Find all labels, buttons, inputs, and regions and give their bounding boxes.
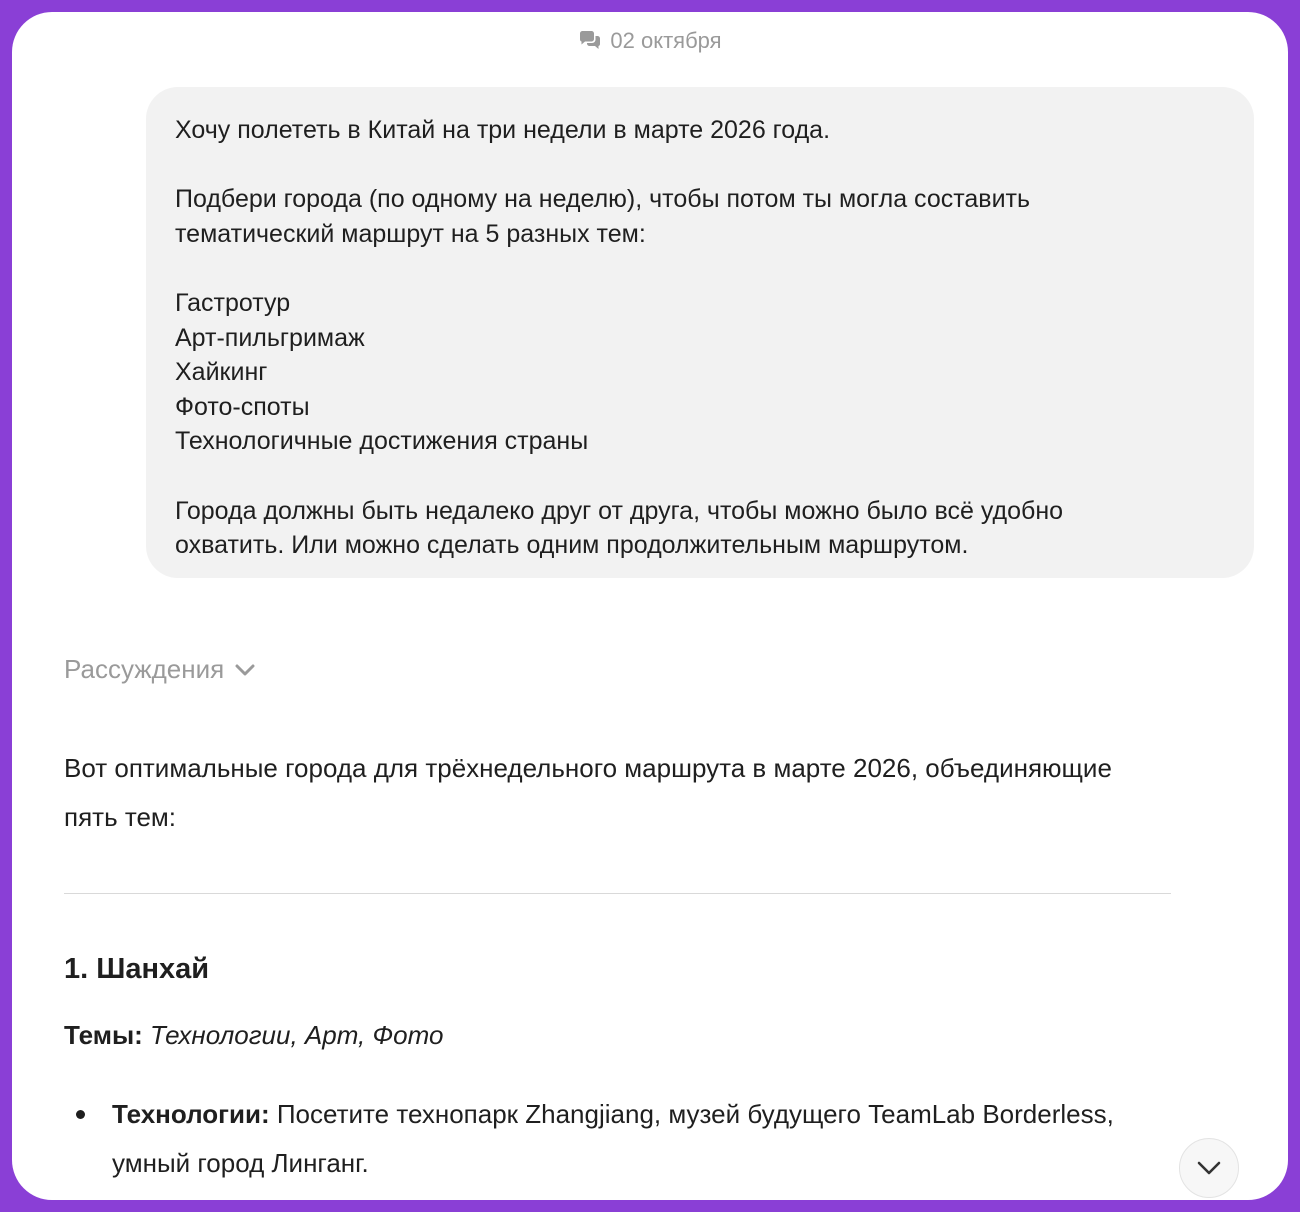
bullet-label: Технологии:	[112, 1099, 270, 1129]
topic-item: Технологичные достижения страны	[175, 427, 589, 456]
date-label: 02 октября	[610, 28, 722, 53]
user-message-line: тематический маршрут на 5 разных тем:	[175, 219, 646, 248]
themes-value: Технологии, Арт, Фото	[150, 1020, 444, 1050]
reasoning-label: Рассуждения	[64, 654, 225, 684]
answer-intro	[64, 744, 1184, 842]
scroll-down-button[interactable]	[1179, 1138, 1239, 1198]
bullet-text: Посетите технопарк Zhangjiang, музей будущего TeamLab Borderless,	[276, 1099, 1114, 1129]
user-message-line: Подбери города (по одному на неделю), чтобы потом ты могла составить	[175, 185, 1031, 214]
answer-intro-line: пять тем:	[64, 802, 177, 832]
divider	[64, 893, 1171, 894]
themes-line	[64, 1020, 443, 1051]
themes-label: Темы:	[64, 1020, 143, 1050]
user-message-line: Хочу полететь в Китай на три недели в марте 2026 года.	[175, 116, 831, 144]
chevron-down-icon	[234, 663, 256, 677]
topic-item: Хайкинг	[175, 358, 268, 387]
city-heading: 1. Шанхай	[64, 953, 210, 985]
answer-intro-line: Вот оптимальные города для трёхнедельного маршрута в марте 2026, объединяющие	[64, 753, 1112, 783]
user-message-line: охватить. Или можно сделать одним продолжительным маршрутом.	[175, 531, 969, 560]
topic-item: Фото-споты	[175, 392, 310, 421]
chat-bubbles-icon	[578, 30, 602, 52]
topic-item: Гастротур	[175, 288, 291, 317]
user-message-bubble	[146, 87, 1254, 578]
list-item	[64, 1090, 1174, 1188]
bullet-dot	[76, 1110, 85, 1119]
user-message-line: Города должны быть недалеко друг от друга, чтобы можно было всё удобно	[175, 496, 1064, 525]
chat-window	[12, 12, 1288, 1200]
chevron-down-icon	[1196, 1160, 1222, 1176]
topic-item: Арт-пильгримаж	[175, 323, 365, 352]
reasoning-toggle[interactable]	[64, 654, 256, 685]
bullet-text: умный город Линганг.	[112, 1148, 369, 1178]
date-separator	[12, 28, 1288, 54]
